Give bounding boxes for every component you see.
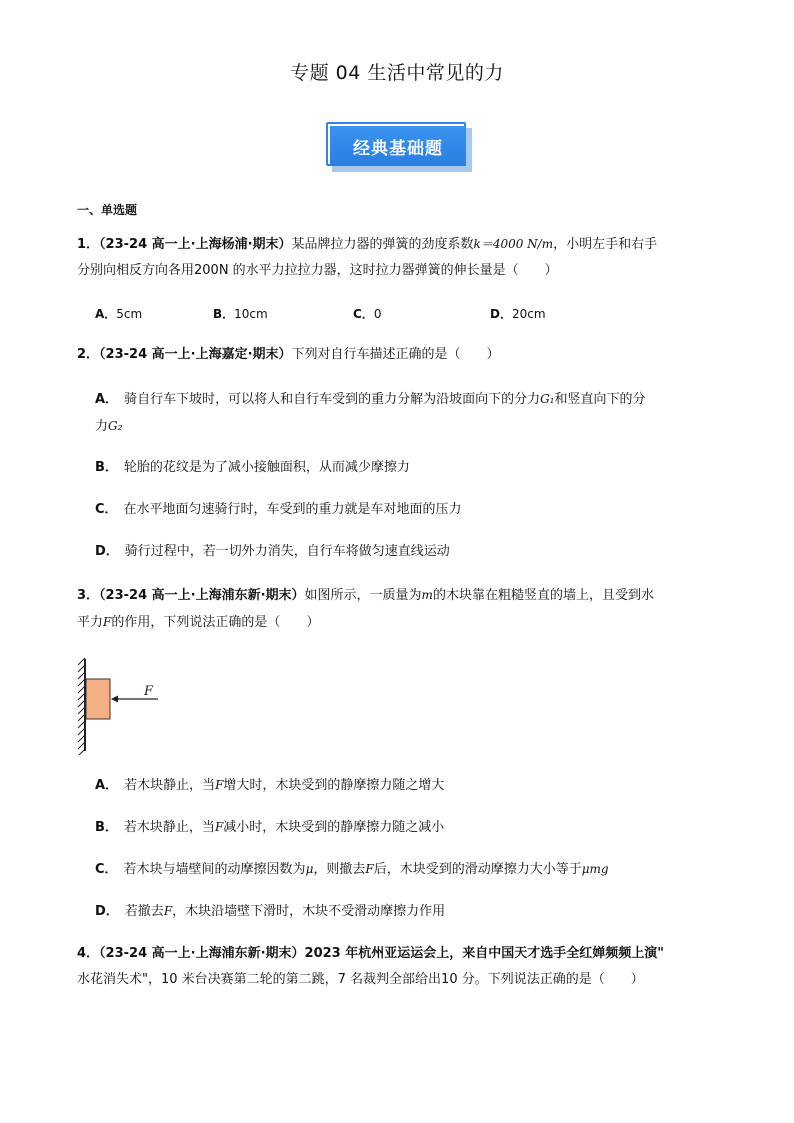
force-label: F: [144, 684, 154, 699]
option-label: D．: [95, 544, 119, 559]
question-text: 的作用，下列说法正确的是（ ）: [111, 615, 320, 630]
option-label: A．: [95, 392, 119, 407]
option-b[interactable]: B．10cm: [213, 307, 268, 321]
option-a[interactable]: A．5cm: [95, 307, 143, 321]
option-d[interactable]: D．20cm: [490, 307, 546, 321]
option-text: 和竖直向下的分: [554, 392, 646, 407]
question-text: 如图所示，一质量为: [304, 588, 422, 603]
question-number: 3．: [77, 588, 100, 603]
question-3-option-c[interactable]: [95, 857, 609, 882]
option-text: 减小时，木块受到的静摩擦力随之减小: [223, 820, 445, 835]
question-4: [77, 941, 727, 993]
option-text: 力: [95, 419, 109, 434]
question-4-line-2: 水花消失术"，10 米台决赛第二轮的第二跳，7 名裁判全部给出10 分。下列说法正确的是（ ）: [77, 972, 644, 987]
section-badge: [326, 122, 470, 172]
option-label: B．: [95, 820, 118, 835]
option-label: C．: [95, 862, 118, 877]
option-text: ，木块沿墙壁下滑时，木块不受滑动摩擦力作用: [172, 904, 446, 919]
math-symbol: F: [215, 778, 224, 792]
math-symbol: m: [421, 588, 433, 602]
question-2-option-a[interactable]: [95, 386, 735, 440]
question-source: （23-24 高一上·上海嘉定·期末）: [99, 347, 292, 362]
question-source: （23-24 高一上·上海浦东新·期末）: [99, 588, 305, 603]
math-symbol: G₂: [108, 419, 123, 433]
option-label: A．: [95, 778, 119, 793]
question-text: 下列对自行车描述正确的是（ ）: [291, 347, 500, 362]
question-3-option-d[interactable]: [95, 899, 445, 924]
spring-constant: k＝4000 N/m: [473, 237, 554, 251]
option-text: 轮胎的花纹是为了减小接触面积，从而减少摩擦力: [123, 460, 410, 475]
question-2: [77, 342, 727, 368]
math-symbol: μmg: [581, 862, 609, 876]
math-symbol: F: [214, 820, 224, 834]
option-text: 若木块静止，当: [124, 778, 216, 793]
question-2-option-c[interactable]: [95, 498, 462, 522]
option-label: D．: [95, 904, 119, 919]
question-text: 某品牌拉力器的弹簧的劲度系数: [291, 237, 474, 252]
option-label: C．: [95, 502, 118, 517]
question-3: [77, 582, 727, 636]
math-symbol: G₁: [540, 392, 555, 406]
question-number: 4．: [77, 946, 100, 961]
question-text: 平力: [77, 615, 104, 630]
section-heading: 一、单选题: [77, 203, 138, 217]
question-2-option-d[interactable]: [95, 540, 450, 564]
option-text: 若木块静止，当: [123, 820, 215, 835]
math-symbol: F: [365, 862, 374, 876]
question-2-option-b[interactable]: [95, 456, 410, 480]
question-1-line-2: 分别向相反方向各用200N 的水平力拉拉力器，这时拉力器弹簧的伸长量是（ ）: [77, 263, 558, 278]
page-title: 专题 04 生活中常见的力: [290, 62, 504, 84]
badge-label: 经典基础题: [330, 126, 466, 166]
option-label: B．: [95, 460, 118, 475]
option-text: 若撤去: [124, 904, 164, 919]
option-text: ，则撤去: [313, 862, 366, 877]
option-text: 在水平地面匀速骑行时，车受到的重力就是车对地面的压力: [123, 502, 462, 517]
wall-block-diagram: [74, 655, 184, 755]
question-3-option-b[interactable]: [95, 815, 444, 840]
option-text: 若木块与墙壁间的动摩擦因数为: [123, 862, 306, 877]
question-number: 1．: [77, 237, 100, 252]
option-text: 骑行过程中，若一切外力消失，自行车将做匀速直线运动: [124, 544, 450, 559]
question-1-line-1: [77, 231, 727, 258]
option-text: 后，木块受到的滑动摩擦力大小等于: [373, 862, 582, 877]
wall-block-figure: [74, 655, 184, 755]
option-text: 骑自行车下坡时，可以将人和自行车受到的重力分解为沿坡面向下的分力: [124, 392, 541, 407]
question-3-line-1: [77, 582, 727, 609]
question-4-line-1: [77, 941, 727, 967]
math-symbol: F: [103, 615, 112, 629]
question-3-line-2: [77, 609, 727, 636]
question-text: 2023 年杭州亚运运会上，来自中国天才选手全红婵频频上演": [304, 946, 665, 961]
option-c[interactable]: C．0: [353, 307, 382, 321]
math-symbol: F: [163, 904, 173, 918]
question-text: 的木块靠在粗糙竖直的墙上，且受到水: [432, 588, 654, 603]
question-number: 2．: [77, 347, 100, 362]
math-symbol: μ: [305, 862, 314, 876]
question-text: ，小明左手和右手: [553, 237, 658, 252]
question-1: [77, 231, 727, 284]
question-source: （23-24 高一上·上海浦东新·期末）: [99, 946, 305, 961]
wooden-block: [86, 679, 110, 719]
force-arrow-head: [111, 696, 118, 703]
question-source: （23-24 高一上·上海杨浦·期末）: [99, 237, 292, 252]
wall-hatching: [78, 658, 85, 755]
option-text: 增大时，木块受到的静摩擦力随之增大: [223, 778, 445, 793]
question-3-option-a[interactable]: [95, 773, 444, 798]
